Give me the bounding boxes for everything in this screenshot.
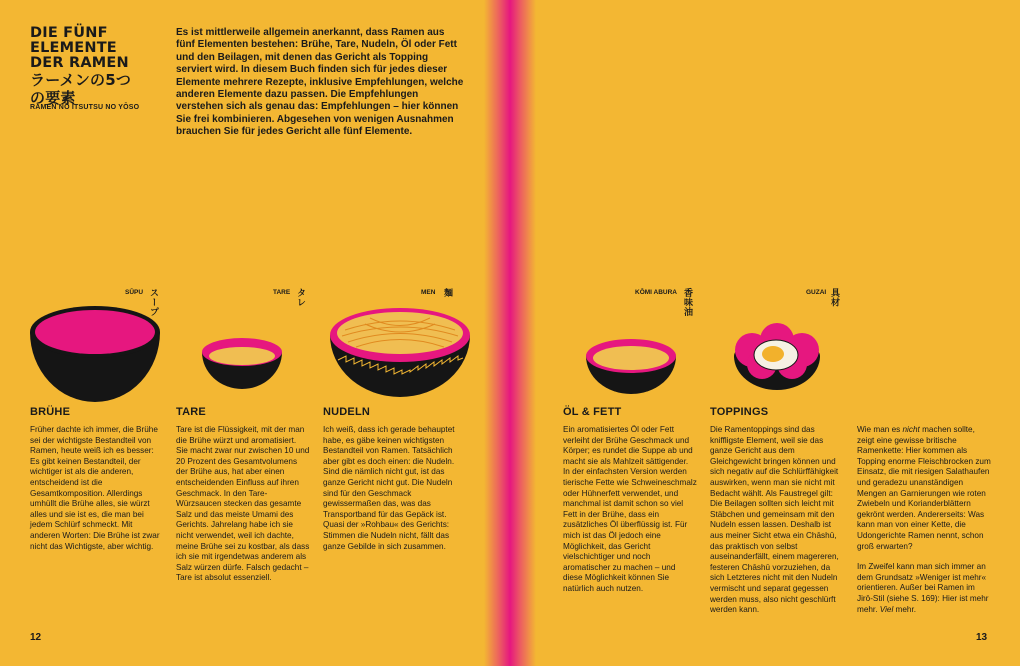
continuation-paragraph xyxy=(857,562,991,615)
title-japanese-line: の要素 xyxy=(30,89,76,107)
oil-bowl-icon xyxy=(586,339,676,394)
text-run: Wie man es xyxy=(857,425,903,434)
element-japanese-label: スープ xyxy=(149,288,159,317)
element-romaji-label: GUZAI xyxy=(806,289,827,296)
section-body: Ich weiß, dass ich gerade behauptet habe, es gäbe keinen wichtigsten Bestandteil von Ramen. Tatsächlich aber gibt es doch einen: die Nudeln. Sind die nämlich nicht gut, ist das ganze Gericht nicht gut. Die Nudeln sind für den Geschmack gewissermaßen das, was das Transportband für das Gepäck ist. Quasi der »Rohbau« des Gerichts: Stimmen die Nudeln nicht, fällt das ganze Gebilde in sich zusammen. xyxy=(323,425,455,551)
element-romaji-label: TARE xyxy=(273,289,291,296)
section-heading: ÖL & FETT xyxy=(563,406,622,418)
emphasis: nicht xyxy=(902,425,920,434)
element-japanese-label: 香味油 xyxy=(683,288,693,317)
toppings-continuation xyxy=(857,425,991,615)
section-body: Früher dachte ich immer, die Brühe sei der wichtigste Bestandteil von Ramen, heute weiß ich es besser: Es gibt keinen Bestandteil, der wichtiger ist als die anderen, entscheidend ist die Gesamtkomposition. Allerdings umhüllt die Brühe alles, sie würzt alles und sie ist es, die man bei jedem Schlürf schmeckt. Mit anderen Worten: Die Brühe ist zwar nicht das Wichtigste, aber wichtig. xyxy=(30,425,160,551)
section-heading: BRÜHE xyxy=(30,406,71,418)
section-body: Tare ist die Flüssigkeit, mit der man die Brühe würzt und aromatisiert. Sie macht zwar nur zwischen 10 und 20 Prozent des Gesamtvolumens der Brühe aus, hat aber einen entscheidenden Einfluss auf ihren Geschmack. In den Tare-Würzsaucen stecken das gesamte Salz und das meiste Umami des Gerichts. Jahrelang habe ich sie nicht verwendet, weil ich dachte, meine Brühe sei zu kostbar, als dass ich sie mit irgendetwas anderem als Salz würzen dürfe. Falsch gedacht – Tare ist absolut essenziell. xyxy=(176,425,310,583)
element-japanese-label: 麺 xyxy=(443,288,453,298)
title-line: DER RAMEN xyxy=(30,55,129,71)
section-body: Ein aromatisiertes Öl oder Fett verleiht der Brühe Geschmack und Körper; es rundet die Suppe ab und macht sie als Mahlzeit sättigender. In der einfachsten Version werden tierische Fette wie Schweineschmalz oder Hühnerfett verwendet, und manchmal ist damit schon so viel Fett in der Brühe, dass ein zusätzliches Öl überflüssig ist. Für mich ist das Öl jedoch eine Möglichkeit, das Gericht vielschichtiger und noch aromatischer zu machen – und diese Möglichkeit können Sie natürlich auch nutzen. xyxy=(563,425,697,593)
element-romaji-label: MEN xyxy=(421,289,436,296)
section-heading: NUDELN xyxy=(323,406,371,418)
text-run: machen sollte, zeigt eine gewisse britische Ramenkette: Hier kommen als Topping enorme Fleischbrocken zum Einsatz, die mit riesigen Salathaufen und geradezu unanständigen Mengen an Garnierungen wie roten Zwiebeln und Korianderblättern gekrönt werden. Andererseits: Was kann man von einer Kette, die Udongerichte Ramen nennt, schon groß erwarten? xyxy=(857,425,991,551)
section-body: Die Ramentoppings sind das kniffligste Element, weil sie das ganze Gericht aus dem Gleichgewicht bringen können und sich negativ auf die Schlürffähigkeit auswirken, wenn man sie nicht mit Bedacht wählt. Als Faustregel gilt: Die Beilagen sollten sich leicht mit Stäbchen und gemeinsam mit den Nudeln essen lassen. Deshalb ist aus meiner Sicht etwa ein Chāshū, das praktisch von selbst auseinanderfällt, einem magereren, festeren Chāshū vorzuziehen, da sich Letzteres nicht mit den Nudeln vermischt und separat gegessen werden muss, also nicht geschlürft werden kann. xyxy=(710,425,839,615)
broth-bowl-icon xyxy=(30,306,160,402)
continuation-paragraph xyxy=(857,425,991,552)
noodle-bowl-icon xyxy=(330,308,470,397)
element-romaji-label: SŪPU xyxy=(125,289,144,296)
title-line: ELEMENTE xyxy=(30,40,117,56)
section-heading: TOPPINGS xyxy=(710,406,769,418)
intro-paragraph: Es ist mittlerweile allgemein anerkannt, dass Ramen aus fünf Elementen bestehen: Brühe, Tare, Nudeln, Öl oder Fett und den Beilagen, mit denen das Gericht als Topping serviert wird. In diesem Buch finden sich für jedes dieser Elemente mehrere Rezepte, inklusive Empfehlungen, welche anderen Elemente dazu passen. Die Empfehlungen verstehen sich als genau das: Empfehlungen – hier können Sie frei kombinieren. Abgesehen von wenigen Ausnahmen brauchen Sie für jedes Gericht alle fünf Elemente. xyxy=(176,27,464,138)
element-japanese-label: 具材 xyxy=(830,288,840,307)
tare-bowl-icon xyxy=(202,338,282,389)
title-line: DIE FÜNF xyxy=(30,25,108,41)
title-japanese-line: ラーメンの5つ xyxy=(30,71,132,89)
toppings-bowl-icon xyxy=(734,323,820,390)
page-subtitle: RAMEN NO ITSUTSU NO YŌSO xyxy=(30,104,140,111)
page-number-left: 12 xyxy=(30,632,42,643)
emphasis: Viel xyxy=(879,604,894,614)
element-romaji-label: KŌMI ABURA xyxy=(635,289,678,296)
page-number-right: 13 xyxy=(976,632,988,643)
element-japanese-label: タレ xyxy=(296,288,306,307)
section-heading: TARE xyxy=(176,406,206,418)
text-run: Im Zweifel kann man sich immer an dem Grundsatz »Weniger ist mehr« orientieren. Außer bei Ramen im Jirō-Stil (siehe S. 169): Hier ist mehr mehr. xyxy=(857,562,989,614)
text-run: mehr. xyxy=(893,604,917,614)
